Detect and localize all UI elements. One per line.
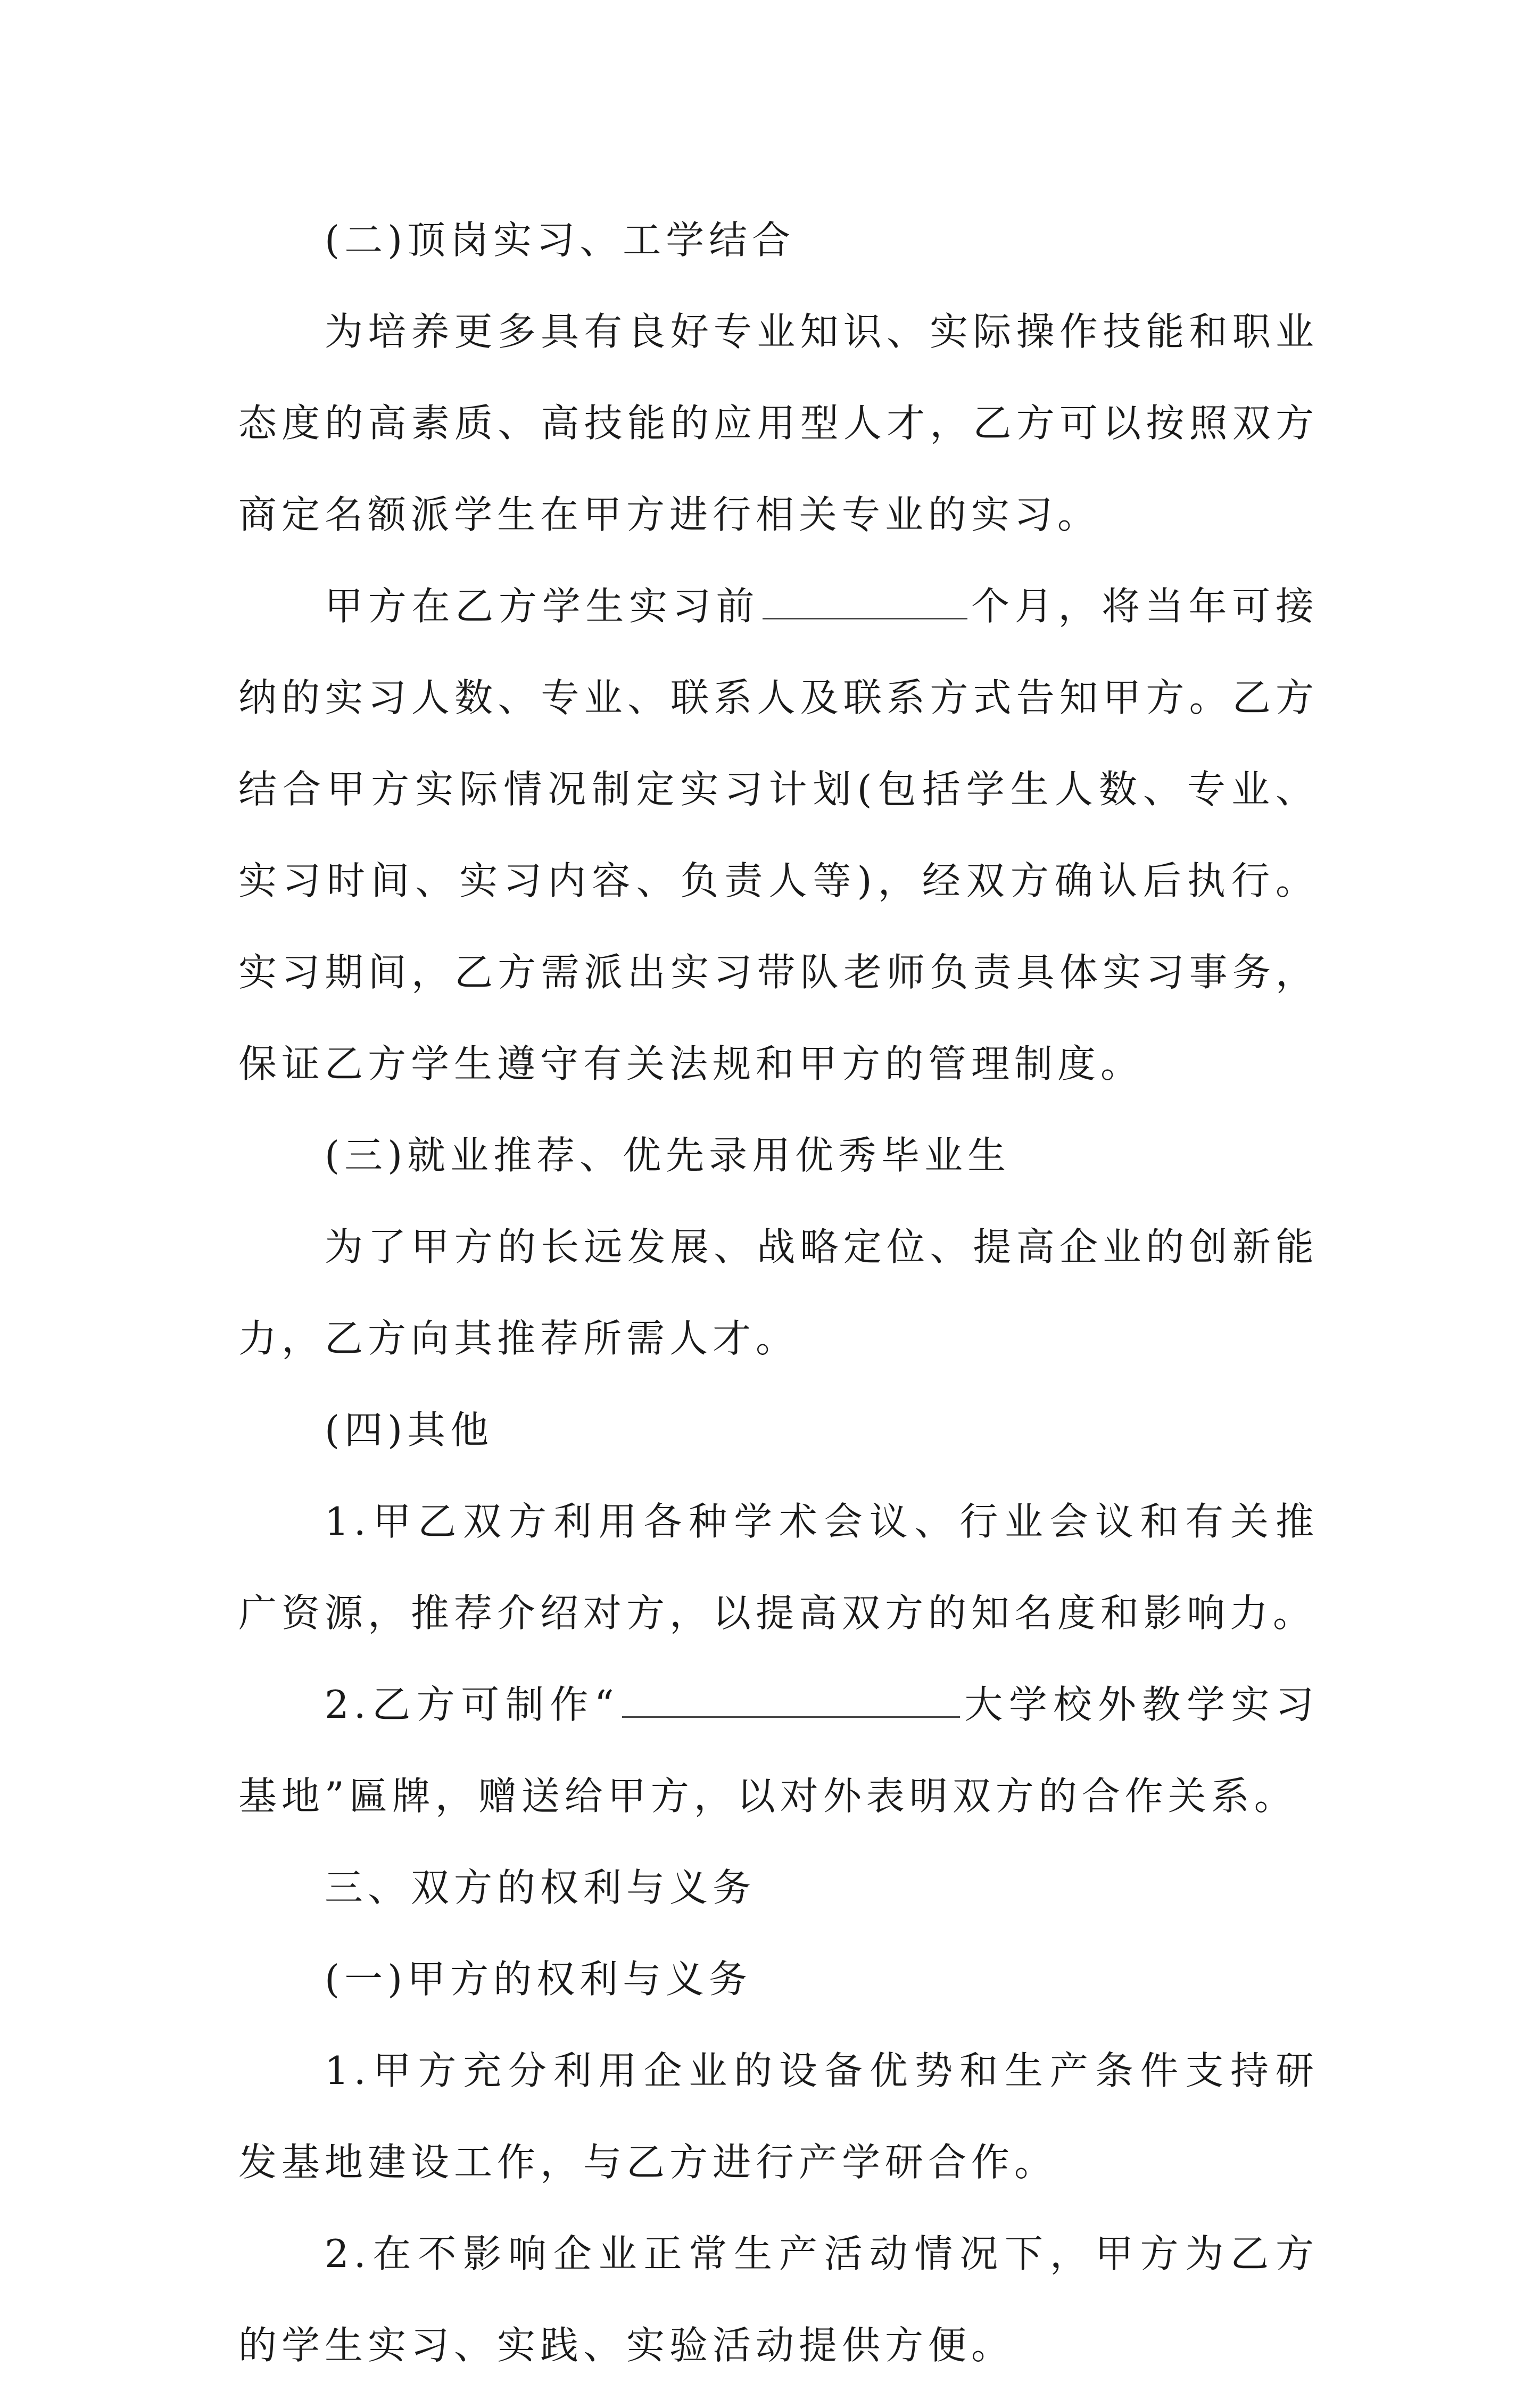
paragraph-plaque: [238, 1659, 1319, 1842]
paragraph-internship-plan: [238, 560, 1319, 1110]
paragraph-talent-recommendation: 为了甲方的长远发展、战略定位、提高企业的创新能力，乙方向其推荐所需人才。: [238, 1225, 1319, 1361]
paragraph-party-a-cooperation: 1.甲方充分利用企业的设备优势和生产条件支持研发基地建设工作，与乙方进行产学研合作。: [238, 2048, 1319, 2185]
paragraph-internship-plan-rest: 个月，将当年可接纳的实习人数、专业、联系人及联系方式告知甲方。乙方结合甲方实际情况制定实习计划(包括学生人数、专业、实习时间、实习内容、负责人等)，经双方确认后执行。实习期间，乙方需派出实习带队老师负责具体实习事务，保证乙方学生遵守有关法规和甲方的管理制度。: [238, 584, 1319, 1086]
months-blank-field[interactable]: [763, 585, 967, 619]
paragraph-internship-purpose: 为培养更多具有良好专业知识、实际操作技能和职业态度的高素质、高技能的应用型人才，乙方可以按照双方商定名额派学生在甲方进行相关专业的实习。: [238, 309, 1319, 537]
paragraph-internship-plan-start: 甲方在乙方学生实习前: [325, 584, 760, 628]
paragraph-plaque-rest: 大学校外教学实习基地”匾牌，赠送给甲方，以对外表明双方的合作关系。: [238, 1682, 1319, 1818]
section-heading-party-a-rights: (一)甲方的权利与义务: [325, 1957, 752, 2001]
section-heading-employment: (三)就业推荐、优先录用优秀毕业生: [325, 1133, 1011, 1178]
section-heading-rights-obligations: 三、双方的权利与义务: [325, 1865, 756, 1910]
paragraph-promotion: 1.甲乙双方利用各种学术会议、行业会议和有关推广资源，推荐介绍对方，以提高双方的知名度和影响力。: [238, 1499, 1319, 1635]
university-name-blank-field[interactable]: [622, 1683, 960, 1718]
paragraph-party-a-support: 2.在不影响企业正常生产活动情况下，甲方为乙方的学生实习、实践、实验活动提供方便。: [238, 2231, 1319, 2368]
document-body: [238, 194, 1319, 2391]
section-heading-internship: (二)顶岗实习、工学结合: [325, 218, 796, 262]
section-heading-other: (四)其他: [325, 1408, 494, 1452]
paragraph-plaque-start: 2.乙方可制作“: [325, 1682, 619, 1727]
